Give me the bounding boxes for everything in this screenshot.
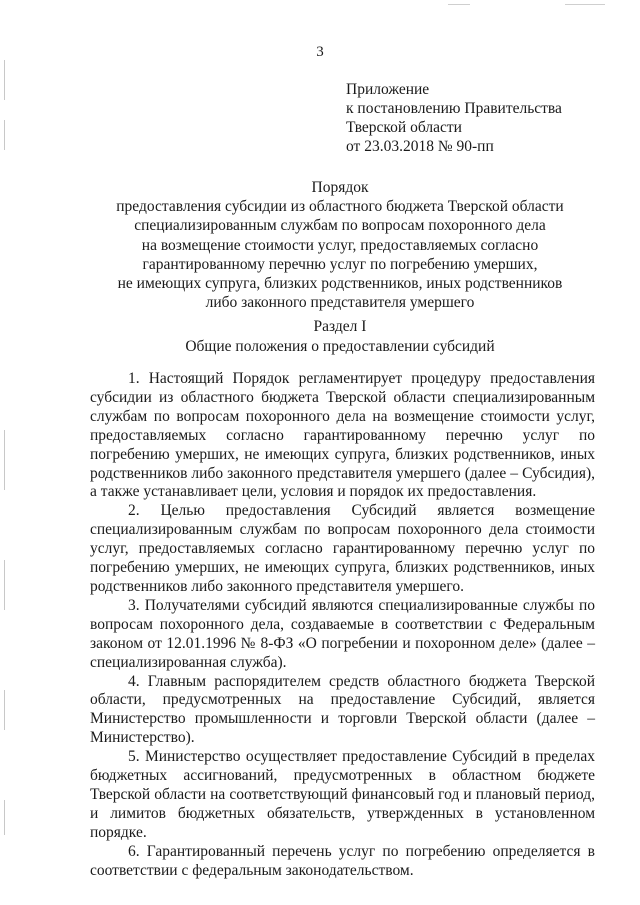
scan-edge-mark	[4, 690, 5, 730]
document-title	[60, 178, 620, 312]
page-number: 3	[316, 44, 324, 60]
scan-edge-mark	[4, 560, 5, 610]
paragraph-5: 5. Министерство осуществляет предоставление Субсидий в пределах бюджетных ассигнований, предусмотренных в областном бюджете Тверской области на соответствующий финансовый год и плановый период, и лимитов бюджетных обязательств, утвержденных в установленном порядке.	[90, 748, 595, 841]
appendix-line: Приложение	[346, 81, 430, 98]
title-line: специализированным службам по вопросам похоронного дела	[134, 217, 546, 235]
section-label: Раздел I	[313, 318, 367, 335]
title-line: либо законного представителя умершего	[205, 294, 475, 312]
paragraph-1: 1. Настоящий Порядок регламентирует процедуру предоставления субсидии из областного бюджета Тверской области специализированным службам по вопросам похоронного дела на возмещение стоимости услуг, предоставляемых согласно гарантированному перечню услуг по погребению умерших, не имеющих супруга, близких родственников, иных родственников либо законного представителя умершего (далее – Субсидия), а также устанавливает цели, условия и порядок их предоставления.	[90, 370, 595, 501]
title-line: на возмещение стоимости услуг, предоставляемых согласно	[141, 236, 539, 254]
scan-edge-mark	[4, 60, 5, 100]
paragraph-3: 3. Получателями субсидий являются специализированные службы по вопросам похоронного дела, создаваемые в соответствии с Федеральным законом от 12.01.1996 № 8-ФЗ «О погребении и похоронном деле» (далее – специализированная служба).	[90, 596, 595, 671]
title-line: не имеющих супруга, близких родственников, иных родственников	[117, 275, 563, 293]
section-title: Общие положения о предоставлении субсидий	[185, 337, 495, 355]
title-heading: Порядок	[311, 179, 369, 196]
appendix-block	[346, 80, 562, 156]
title-line: предоставления субсидии из областного бюджета Тверской области	[116, 198, 564, 216]
appendix-line: к постановлению Правительства	[346, 100, 562, 117]
paragraph-6: 6. Гарантированный перечень услуг по погребению определяется в соответствии с федеральным законодательством.	[90, 842, 595, 879]
title-line: гарантированному перечню услуг по погребению умерших,	[142, 255, 538, 273]
scan-edge-mark	[4, 430, 5, 490]
scan-top-mark	[565, 4, 605, 5]
appendix-line: от 23.03.2018 № 90-пп	[346, 138, 494, 155]
scan-edge-mark	[4, 120, 5, 150]
appendix-line: Тверской области	[346, 119, 462, 136]
paragraph-2: 2. Целью предоставления Субсидий является возмещение специализированным службам по вопросам похоронного дела стоимости услуг, предоставляемых согласно гарантированному перечню услуг по погребению умерших, не имеющих супруга, близких родственников, иных родственников либо законного представителя умершего.	[90, 502, 595, 595]
paragraph-4: 4. Главным распорядителем средств областного бюджета Тверской области, предусмотренных на предоставление Субсидий, является Министерство промышленности и торговли Тверской области (далее – Министерство).	[90, 672, 595, 747]
section-heading	[60, 317, 620, 356]
scan-edge-mark	[4, 800, 5, 835]
document-body	[90, 370, 595, 880]
scan-top-mark	[448, 4, 470, 5]
